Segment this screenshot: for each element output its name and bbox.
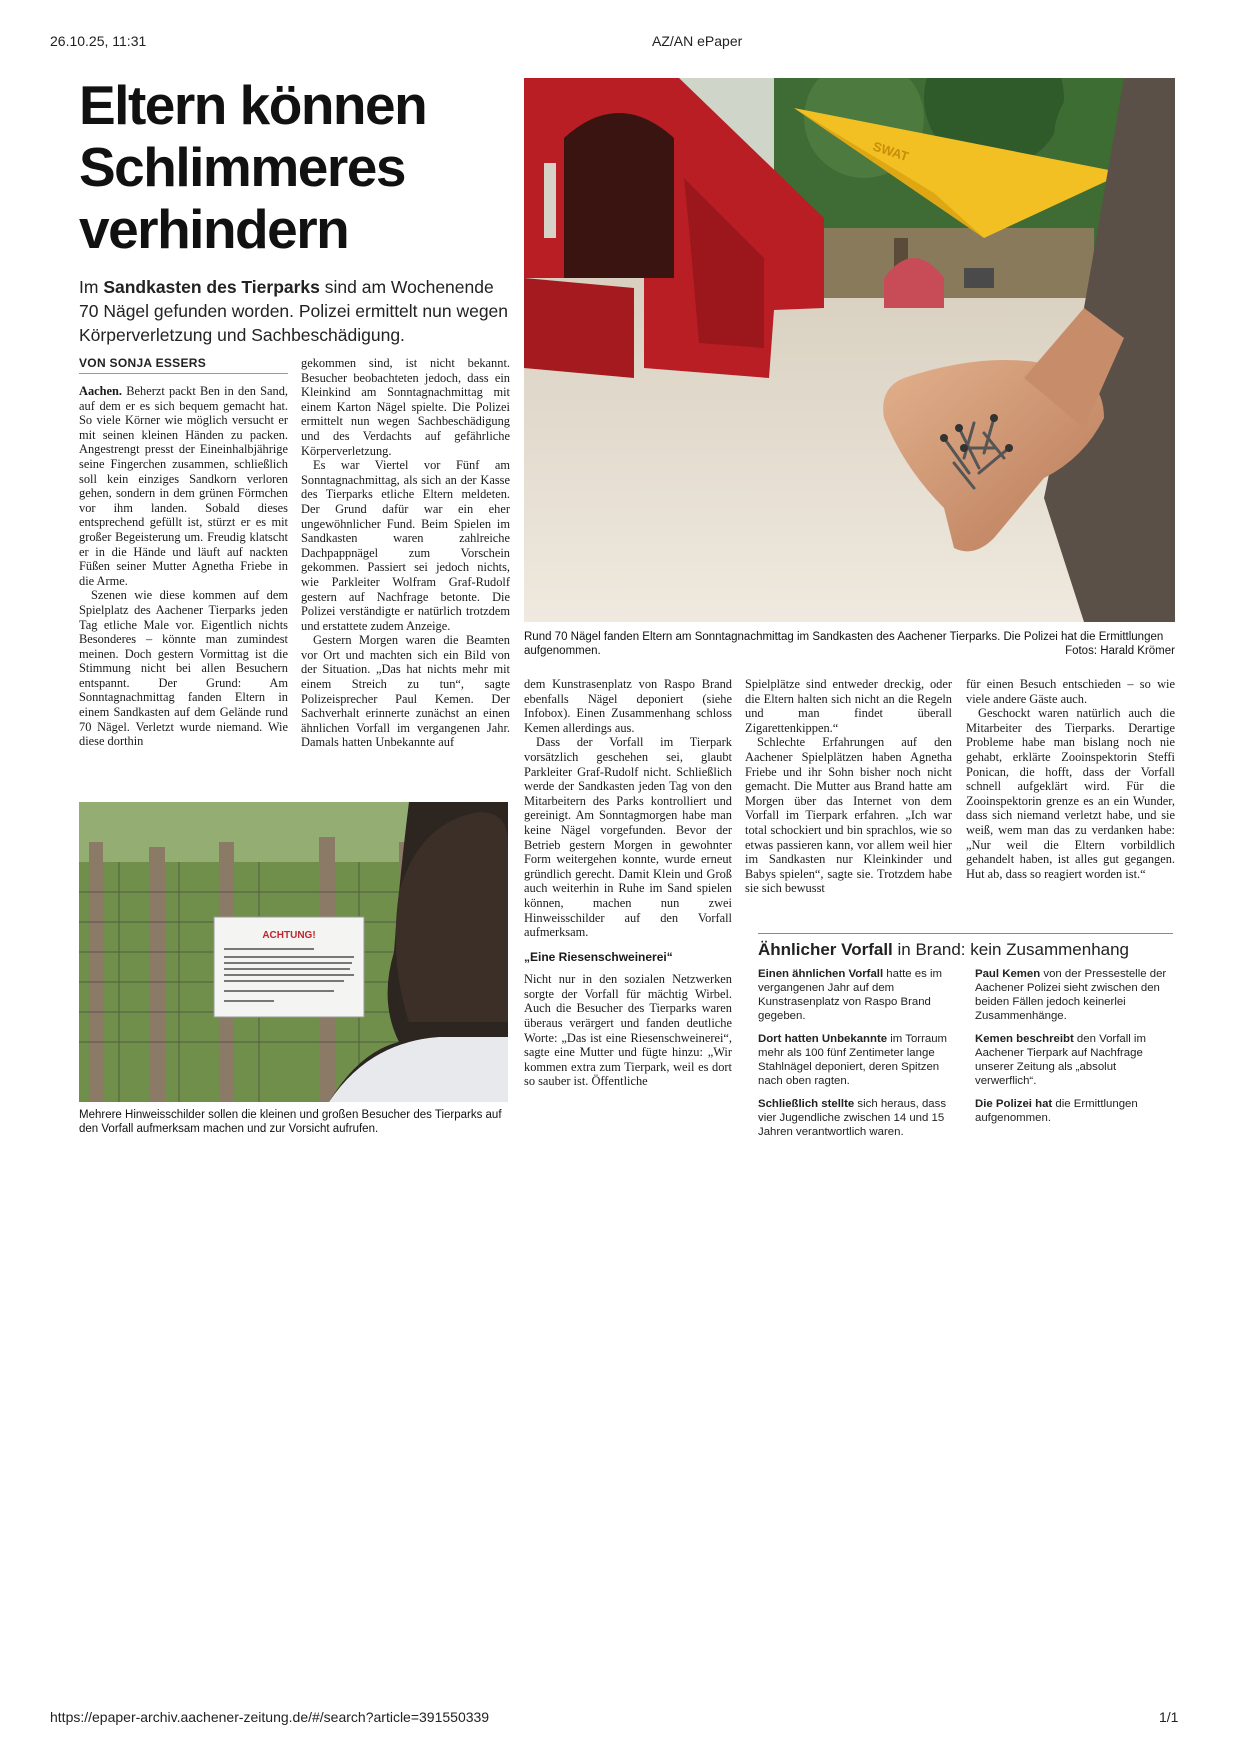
subheading: „Eine Riesenschweinerei“	[524, 949, 673, 964]
warning-sign-caption: Mehrere Hinweisschilder sollen die kleinen und großen Besucher des Tierparks auf den Vorfall aufmerksam machen und zur Vorsicht aufrufen.	[79, 1109, 502, 1135]
article-column-2	[301, 356, 510, 750]
awning-text: SWAT	[871, 138, 911, 165]
paragraph: Geschockt waren natürlich auch die Mitarbeiter des Tierparks. Derartige Probleme habe man bislang noch nie gehabt, erklärte Zooinspektorin Steffi Ponican, die hofft, dass der Vorfall schnell aufgeklärt wird. Für die Zooinspektorin grenze es an ein Wunder, dass sich niemand verletzt habe, und sie weiß, wem man das zu verdanken habe: „Nur weil die Eltern vorbildlich gehandelt haben, ist alles gut gegangen. Hut ab, dass so reagiert worden ist.“	[966, 706, 1175, 881]
infobox-item: Paul Kemen von der Pressestelle der Aachener Polizei sieht zwischen den beiden Fällen jedoch keinerlei Zusammenhänge.	[975, 968, 1167, 1022]
infobox-item: Kemen beschreibt den Vorfall im Aachener Tierpark auf Nachfrage unserer Zeitung als „absolut verwerflich“.	[975, 1033, 1146, 1087]
paragraph: gekommen sind, ist nicht bekannt. Besucher beobachteten jedoch, dass ein Kleinkind am Sonntagnachmittag mit einem Karton Nägel spielte. Die Polizei ermittelt nun wegen Sachbeschädigung und des Verdachts auf gefährliche Körperverletzung.	[301, 356, 510, 458]
sign-title: ACHTUNG!	[262, 930, 316, 941]
print-page-number: 1/1	[1159, 1709, 1179, 1725]
print-page-title: AZ/AN ePaper	[652, 33, 743, 49]
infobox-item: Dort hatten Unbekannte im Torraum mehr als 100 fünf Zentimeter lange Stahlnägel deponiert, deren Spitzen nach oben ragten.	[758, 1033, 948, 1087]
article-headline: Eltern können Schlimmeres verhindern	[79, 74, 427, 260]
article-column-5	[966, 677, 1175, 881]
article-column-4	[745, 677, 952, 896]
infobox-left-column	[758, 967, 958, 1148]
warning-sign-photo	[79, 802, 508, 1102]
paragraph: Dass der Vorfall im Tierpark vorsätzlich geschehen sei, glaubt Parkleiter Graf-Rudolf nicht. Schließlich werde der Sandkasten jeden Tag von den Mitarbeitern des Parks kontrolliert und gereinigt. Am Sonntagmorgen habe man keine Nägel vorgefunden. Bevor der Betrieb gestern Morgen in gewohnter Form weitergehen konnte, wurde erneut gründlich gerecht. Damit Klein und Groß auch weiterhin in Ruhe im Sand spielen können, machen nun zwei Hinweisschilder auf den Vorfall aufmerksam.	[524, 735, 732, 940]
playground-nails-image	[524, 78, 1175, 622]
paragraph: für einen Besuch entschieden – so wie viele andere Gäste auch.	[966, 677, 1175, 706]
main-photo-caption: Rund 70 Nägel fanden Eltern am Sonntagnachmittag im Sandkasten des Aachener Tierparks. Die Polizei hat die Ermittlungen aufgenommen. Fotos: Harald Krömer	[524, 631, 1175, 657]
article-column-1	[79, 384, 288, 749]
print-url: https://epaper-archiv.aachener-zeitung.de/#/search?article=391550339	[50, 1709, 490, 1725]
article-column-3	[524, 677, 732, 1089]
main-photo	[524, 78, 1175, 622]
article-byline: VON SONJA ESSERS	[79, 356, 288, 374]
infobox-item: Die Polizei hat die Ermittlungen aufgenommen.	[975, 1098, 1138, 1124]
paragraph: Gestern Morgen waren die Beamten vor Ort und machten sich ein Bild von der Situation. „Das hat nichts mehr mit einem Streich zu tun“, sagte Polizeisprecher Paul Kemen. Der Sachverhalt erinnerte zunächst an einen ähnlichen Vorfall im vergangenen Jahr. Damals hatten Unbekannte auf	[301, 633, 510, 750]
article-lead: Im Sandkasten des Tierparks sind am Wochenende 70 Nägel gefunden worden. Polizei ermittelt nun wegen Körperverletzung und Sachbeschädigung.	[79, 277, 509, 345]
paragraph: Es war Viertel vor Fünf am Sonntagnachmittag, als sich an der Kasse des Tierparks etliche Eltern meldeten. Der Grund dafür war ein eher ungewöhnlicher Fund. Beim Spielen im Sandkasten waren zahlreiche Dachpappnägel zum Vorschein gekommen. Passiert sei jedoch nichts, wie Parkleiter Wolfram Graf-Rudolf gestern auf Nachfrage betonte. Die Polizei verständigte er natürlich trotzdem und erstattete zudem Anzeige.	[301, 458, 510, 633]
fence-sign-image	[79, 802, 508, 1102]
print-datetime: 26.10.25, 11:31	[50, 33, 147, 49]
infobox-right-column	[975, 967, 1175, 1134]
paragraph: Nicht nur in den sozialen Netzwerken sorgte der Vorfall für mächtig Wirbel. Auch die Besucher des Tierparks waren überaus verärgert und fanden deutliche Worte: „Das ist eine Riesenschweinerei“, sagte eine Mutter und fügte hinzu: „Wir kommen extra zum Tierpark, weil es dort so sauber ist. Öffentliche	[524, 972, 732, 1089]
infobox-item: Einen ähnlichen Vorfall hatte es im vergangenen Jahr auf dem Kunstrasenplatz von Raspo Brand gegeben.	[758, 968, 942, 1022]
paragraph: dem Kunstrasenplatz von Raspo Brand ebenfalls Nägel deponiert (siehe Infobox). Einen Zusammenhang schloss Kemen allerdings aus.	[524, 677, 732, 735]
paragraph: Szenen wie diese kommen auf dem Spielplatz des Aachener Tierparks jeden Tag etliche Male vor. Eigentlich nichts Besonderes – könnte man zumindest meinen. Doch gestern Vormittag ist die Stimmung nicht bei allen Besuchern entspannt. Der Grund: Am Sonntagnachmittag fanden Eltern in einem Sandkasten auf dem Gelände rund 70 Nägel. Verletzt wurde niemand. Wie diese dorthin	[79, 588, 288, 749]
paragraph: Schlechte Erfahrungen auf den Aachener Spielplätzen haben Agnetha Friebe und ihr Sohn bisher noch nicht gemacht. Die Mutter aus Brand hatte am Morgen über das Internet von dem Vorfall im Tierpark erfahren. „Ich war total schockiert und bin sprachlos, wie so etwas passieren kann, vor allem weil hier im Sandkasten nur Kleinkinder und Babys spielen“, sagte sie. Trotzdem habe sie sich bewusst	[745, 735, 952, 896]
infobox-item: Schließlich stellte sich heraus, dass vier Jugendliche zwischen 14 und 15 Jahren verantwortlich waren.	[758, 1098, 947, 1138]
infobox-title: Ähnlicher Vorfall in Brand: kein Zusammenhang	[758, 933, 1173, 960]
photo-credit: Fotos: Harald Krömer	[1065, 645, 1175, 657]
paragraph: Spielplätze sind entweder dreckig, oder die Eltern halten sich nicht an die Regeln und man findet überall Zigarettenkippen.“	[745, 677, 952, 735]
paragraph: Aachen. Beherzt packt Ben in den Sand, auf dem er es sich bequem gemacht hat. So viele Körner wie möglich versucht er mit seinen kleinen Händen zu packen. Angestrengt presst der Eineinhalbjährige seine Fingerchen zusammen, schließlich soll kein einziges Sandkorn verloren gehen, sondern in dem grünen Förmchen vor ihm landen. Sobald dieses entsprechend gefüllt ist, stürzt er es mit großer Begeisterung um. Freudig klatscht er in die Hände und läuft auf nackten Füßen seiner Mutter Agnetha Friebe in die Arme.	[79, 384, 288, 588]
